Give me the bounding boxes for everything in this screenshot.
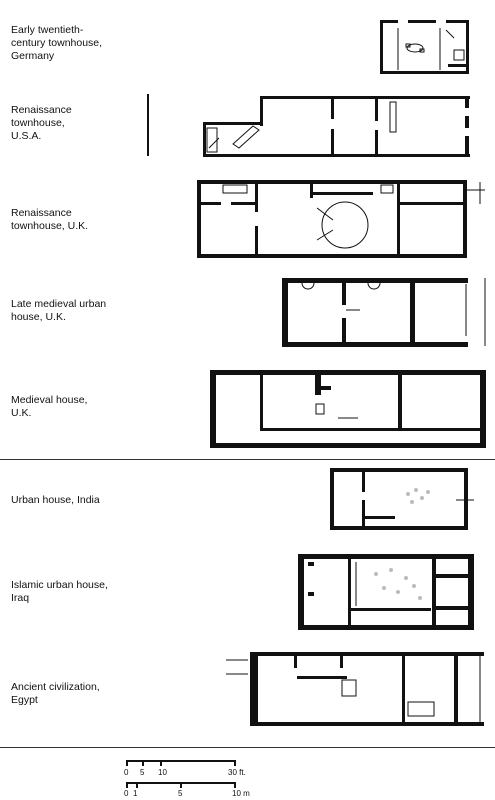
section-divider <box>0 459 495 460</box>
house-label-germany: Early twentieth- century townhouse, Germany <box>11 24 103 62</box>
house-label-egypt: Ancient civilization, Egypt <box>11 681 100 706</box>
floorplan-uk-renaissance <box>195 178 495 260</box>
floorplan-germany <box>370 20 480 76</box>
scale-ft-5: 5 <box>140 768 145 777</box>
house-label-usa: Renaissance townhouse, U.S.A. <box>11 104 72 142</box>
section-divider-bottom <box>0 747 495 748</box>
scale-ft-10: 10 <box>158 768 167 777</box>
floorplan-uk-medieval <box>208 368 488 450</box>
floorplan-usa <box>145 94 475 158</box>
floorplan-iraq <box>296 552 476 632</box>
house-label-uk-renaissance: Renaissance townhouse, U.K. <box>11 207 89 232</box>
house-label-iraq: Islamic urban house, Iraq <box>11 579 108 604</box>
scale-m-0: 0 <box>124 789 129 798</box>
scale-ft-0: 0 <box>124 768 129 777</box>
scale-m-1: 1 <box>133 789 138 798</box>
house-label-india: Urban house, India <box>11 494 100 506</box>
scale-ft-30: 30 ft. <box>228 768 246 777</box>
floorplan-egypt <box>222 650 492 730</box>
floorplan-uk-late-medieval <box>280 276 495 350</box>
house-label-uk-late-medieval: Late medieval urban house, U.K. <box>11 298 107 323</box>
scale-m-5: 5 <box>178 789 183 798</box>
house-label-uk-medieval: Medieval house, U.K. <box>11 394 88 419</box>
scale-m-10: 10 m <box>232 789 250 798</box>
floorplan-india <box>328 466 488 534</box>
